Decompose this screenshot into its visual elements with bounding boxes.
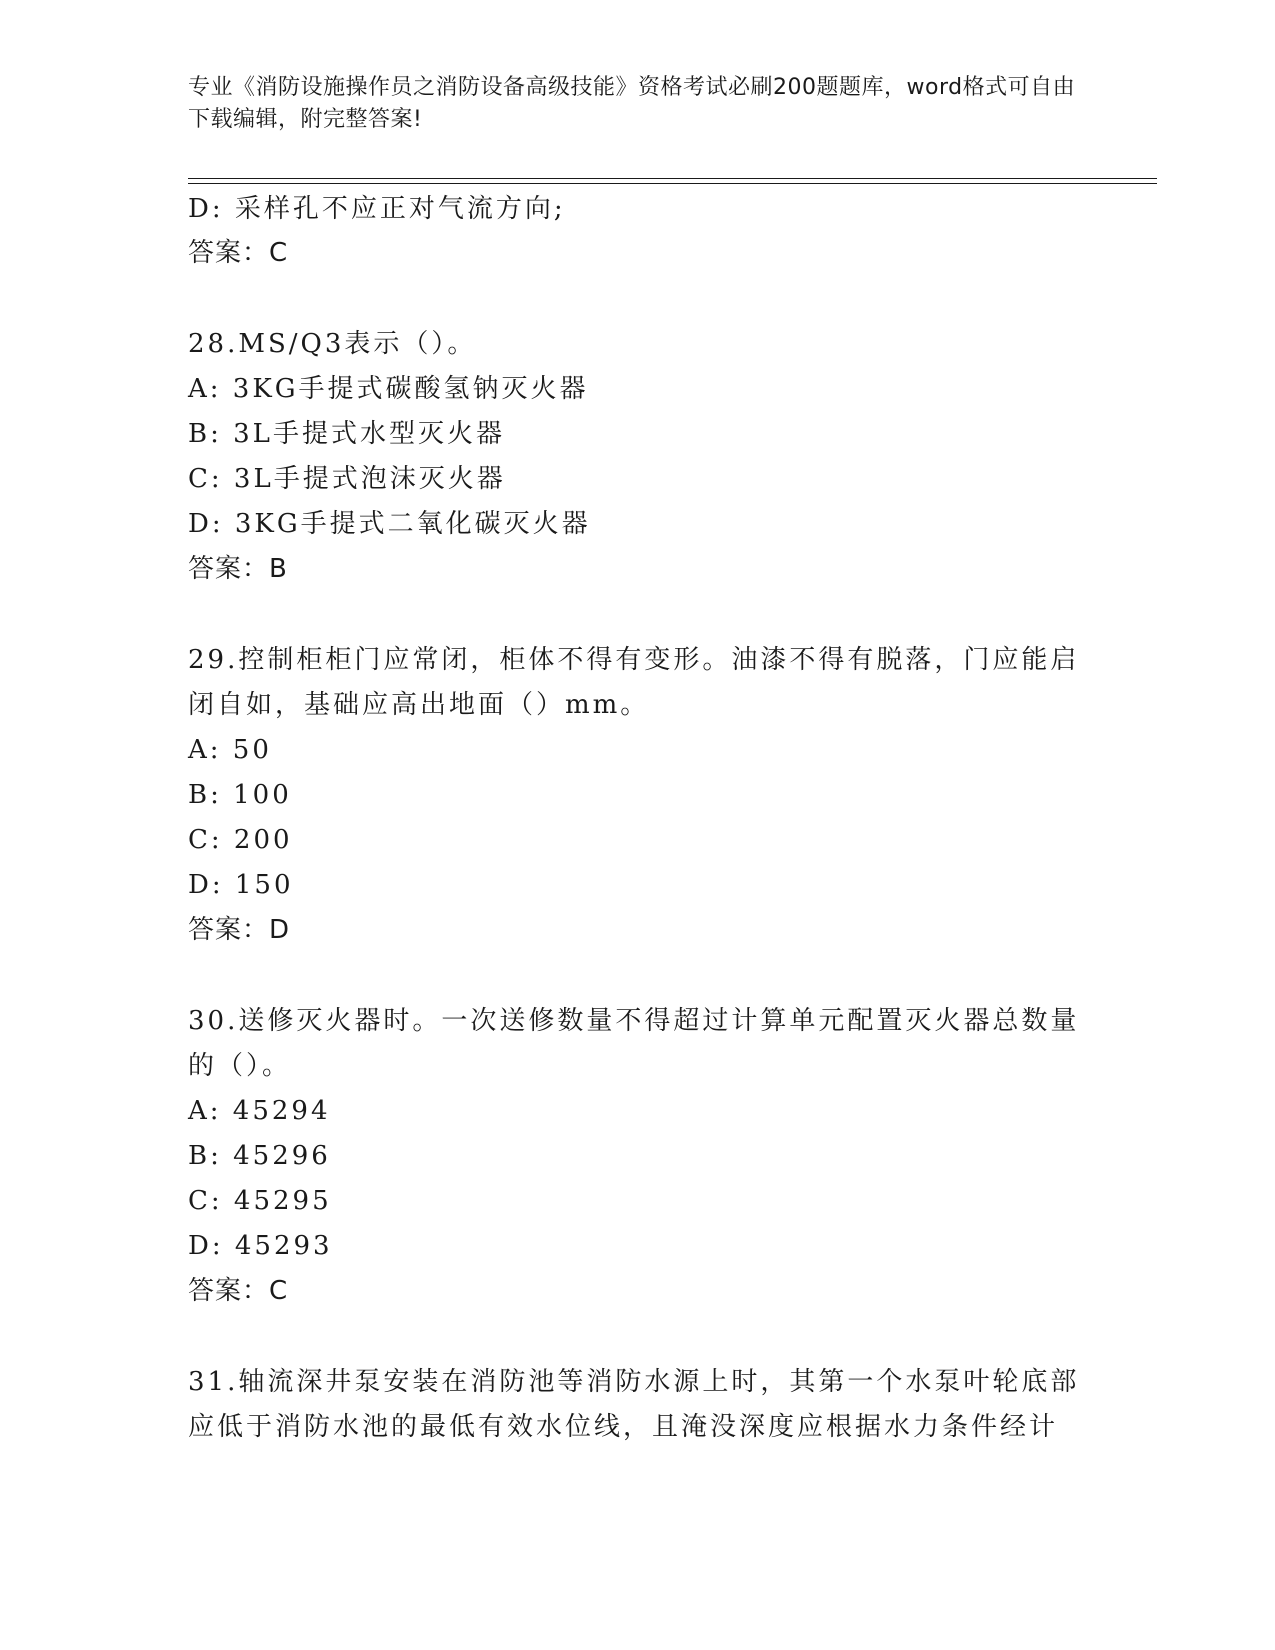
question-30: 30.送修灭火器时。一次送修数量不得超过计算单元配置灭火器总数量 [188, 1006, 1080, 1036]
option-d: D: 3KG手提式二氧化碳灭火器 [188, 509, 591, 539]
question-31: 31.轴流深井泵安装在消防池等消防水源上时，其第一个水泵叶轮底部 [188, 1367, 1080, 1397]
question-29-continued: 闭自如，基础应高出地面（）mm。 [188, 690, 650, 720]
document-header: 专业《消防设施操作员之消防设备高级技能》资格考试必刷200题题库，word格式可自由下载编辑，附完整答案! [188, 75, 1076, 132]
option-a: A: 50 [188, 735, 272, 765]
option-d: D: 采样孔不应正对气流方向; [188, 194, 566, 224]
option-d: D: 150 [188, 870, 294, 900]
option-c: C: 200 [188, 825, 293, 855]
answer: 答案：D [188, 915, 291, 945]
option-c: C: 3L手提式泡沫灭火器 [188, 464, 506, 494]
answer: 答案：C [188, 238, 289, 268]
question-31-continued: 应低于消防水池的最低有效水位线，且淹没深度应根据水力条件经计 [188, 1412, 1059, 1442]
answer: 答案：C [188, 1276, 289, 1306]
option-b: B: 3L手提式水型灭火器 [188, 419, 505, 449]
option-b: B: 100 [188, 780, 292, 810]
option-d: D: 45293 [188, 1231, 333, 1261]
question-29: 29.控制柜柜门应常闭，柜体不得有变形。油漆不得有脱落，门应能启 [188, 645, 1080, 675]
option-b: B: 45296 [188, 1141, 331, 1171]
header-rule-bottom [188, 183, 1157, 184]
option-a: A: 45294 [188, 1096, 331, 1126]
header-rule-top [188, 178, 1157, 179]
option-a: A: 3KG手提式碳酸氢钠灭火器 [188, 374, 589, 404]
question-30-continued: 的（）。 [188, 1051, 292, 1081]
option-c: C: 45295 [188, 1186, 332, 1216]
answer: 答案：B [188, 554, 288, 584]
question-28: 28.MS/Q3表示（）。 [188, 329, 477, 359]
